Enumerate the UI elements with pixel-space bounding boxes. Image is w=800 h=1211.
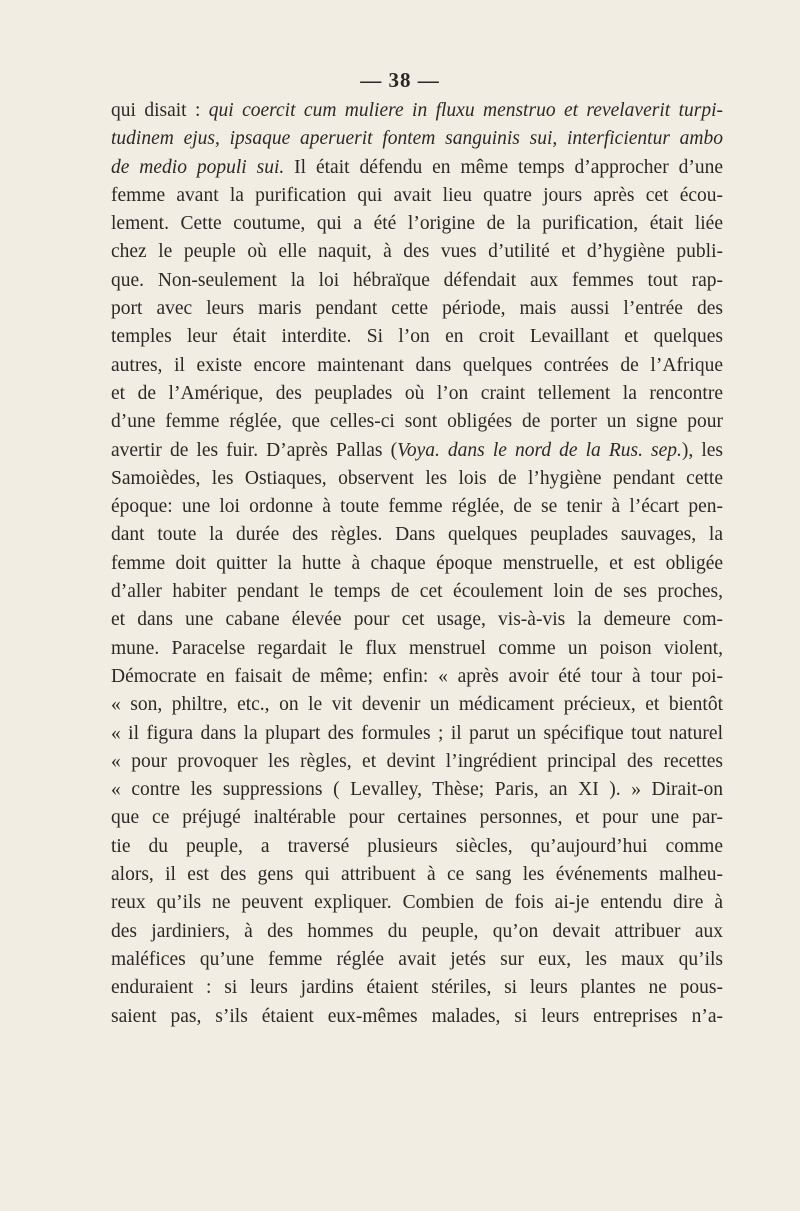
text-segment: et de l’Amérique, des peuplades où l’on craint tellement la rencontre [111, 382, 723, 404]
italic-text-segment: de medio populi sui. [111, 156, 285, 178]
text-segment: qui disait : [111, 100, 209, 121]
text-segment: Démocrate en faisait de même; enfin: « après avoir été tour à tour poi- [111, 665, 723, 687]
text-line [111, 238, 723, 266]
text-line [111, 578, 723, 606]
text-segment: « pour provoquer les règles, et devint l’ingrédient principal des recettes [111, 750, 723, 772]
text-segment: maléfices qu’une femme réglée avait jetés sur eux, les maux qu’ils [111, 948, 723, 970]
text-line [111, 804, 723, 832]
text-segment: « contre les suppressions ( Levalley, Thèse; Paris, an XI ). » Dirait-on [111, 779, 723, 801]
text-line [111, 182, 723, 210]
text-line [111, 720, 723, 748]
text-segment: femme doit quitter la hutte à chaque époque menstruelle, et est obligée [111, 552, 723, 574]
text-segment: d’une femme réglée, que celles-ci sont obligées de porter un signe pour [111, 411, 723, 433]
text-segment: et dans une cabane élevée pour cet usage, vis-à-vis la demeure com- [111, 609, 723, 631]
text-line [111, 974, 723, 1002]
text-segment: mune. Paracelse regardait le flux menstruel comme un poison violent, [111, 637, 723, 659]
text-line [111, 154, 723, 182]
text-line [111, 465, 723, 493]
text-line [111, 606, 723, 634]
text-line [111, 125, 723, 153]
text-line [111, 946, 723, 974]
text-segment: dant toute la durée des règles. Dans quelques peuplades sauvages, la [111, 524, 723, 546]
text-line [111, 889, 723, 917]
text-segment: ), les [681, 439, 723, 461]
text-line [111, 833, 723, 861]
text-segment: lement. Cette coutume, qui a été l’origine de la purification, était liée [111, 213, 723, 235]
text-line [111, 861, 723, 889]
text-line [111, 521, 723, 549]
text-segment: tie du peuple, a traversé plusieurs siècles, qu’aujourd’hui comme [111, 835, 723, 857]
italic-text-segment: qui coercit cum muliere in fluxu menstruo et revelaverit turpi- [208, 100, 723, 121]
text-line [111, 748, 723, 776]
text-segment: « il figura dans la plupart des formules ; il parut un spécifique tout naturel [111, 722, 723, 744]
text-line [111, 493, 723, 521]
text-line [111, 1003, 723, 1031]
text-segment: avertir de les fuir. D’après Pallas ( [111, 439, 398, 461]
text-segment: « son, philtre, etc., on le vit devenir un médicament précieux, et bientôt [111, 694, 723, 716]
text-segment: enduraient : si leurs jardins étaient stériles, si leurs plantes ne pous- [111, 977, 723, 999]
text-line [111, 437, 723, 465]
text-segment: port avec leurs maris pendant cette période, mais aussi l’entrée des [111, 298, 723, 320]
text-line [111, 295, 723, 323]
page-number: — 38 — [360, 68, 440, 92]
text-segment: temples leur était interdite. Si l’on en croit Levaillant et quelques [111, 326, 723, 348]
text-line [111, 663, 723, 691]
text-line [111, 380, 723, 408]
text-segment: que ce préjugé inaltérable pour certaines personnes, et pour une par- [111, 807, 723, 829]
text-segment: alors, il est des gens qui attribuent à ce sang les événements malheu- [111, 864, 723, 886]
text-line [111, 776, 723, 804]
text-line [111, 635, 723, 663]
text-segment: reux qu’ils ne peuvent expliquer. Combien de fois ai-je entendu dire à [111, 892, 723, 914]
text-segment: des jardiniers, à des hommes du peuple, qu’on devait attribuer aux [111, 920, 723, 942]
text-segment: femme avant la purification qui avait lieu quatre jours après cet écou- [111, 184, 723, 206]
text-segment: chez le peuple où elle naquit, à des vues d’utilité et d’hygiène publi- [111, 241, 723, 263]
text-line [111, 550, 723, 578]
text-line [111, 210, 723, 238]
text-segment: d’aller habiter pendant le temps de cet écoulement loin de ses proches, [111, 581, 723, 603]
text-segment: saient pas, s’ils étaient eux-mêmes malades, si leurs entreprises n’a- [111, 1005, 723, 1027]
text-segment: Il était défendu en même temps d’approcher d’une [284, 156, 723, 178]
text-line [111, 918, 723, 946]
text-line [111, 691, 723, 719]
body-text [111, 97, 723, 1031]
text-line [111, 323, 723, 351]
italic-text-segment: Voya. dans le nord de la Rus. sep. [397, 439, 682, 461]
text-line [111, 97, 723, 125]
italic-text-segment: tudinem ejus, ipsaque aperuerit fontem sanguinis sui, interficientur ambo [111, 128, 723, 150]
text-segment: autres, il existe encore maintenant dans quelques contrées de l’Afrique [111, 354, 723, 376]
text-line [111, 352, 723, 380]
text-segment: que. Non-seulement la loi hébraïque défendait aux femmes tout rap- [111, 269, 723, 291]
text-segment: époque: une loi ordonne à toute femme réglée, de se tenir à l’écart pen- [111, 496, 723, 518]
text-line [111, 408, 723, 436]
text-segment: Samoièdes, les Ostiaques, observent les lois de l’hygiène pendant cette [111, 467, 723, 489]
text-line [111, 267, 723, 295]
